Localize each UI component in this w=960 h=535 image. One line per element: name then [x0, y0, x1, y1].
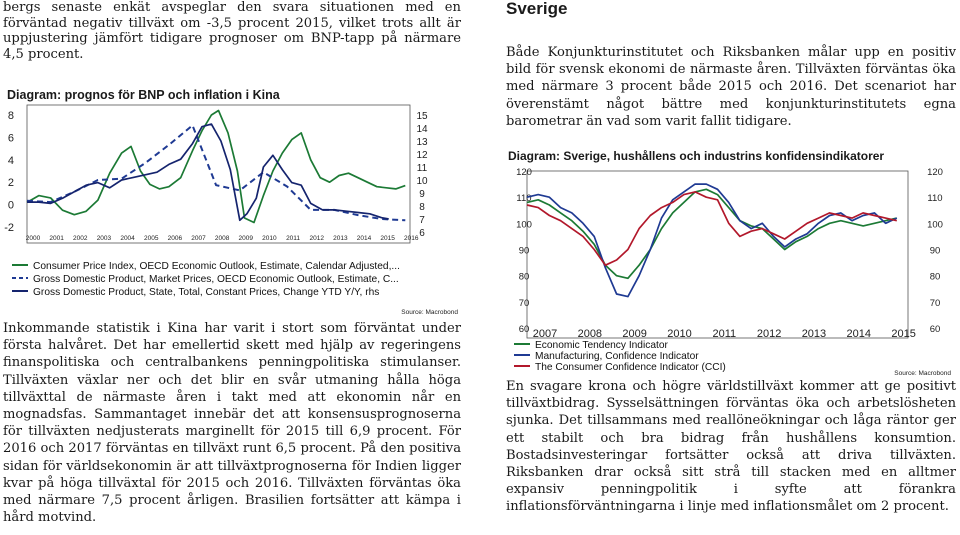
right-axis-tick-label: 11 [416, 163, 428, 174]
right-axis-tick-label: 15 [416, 111, 428, 122]
x-axis-tick-label: 2008 [214, 235, 230, 242]
x-axis-tick-label: 2010 [667, 328, 692, 340]
left-axis-tick-label: 4 [7, 154, 14, 167]
legend-label-3: Gross Domestic Product, State, Total, Constant Prices, Change YTD Y/Y, rhs [33, 287, 380, 298]
legend-label-1: Economic Tendency Indicator [535, 340, 668, 351]
left-axis-tick-label: 2 [7, 177, 14, 190]
china-diagram-title: Diagram: prognos för BNP och inflation i Kina [7, 88, 280, 102]
sverige-body-paragraph: En svagare krona och högre världstillväxt kommer att ge positivt tillväxtbidrag. Sysselsättningen förväntas öka och arbetslösheten sjunka. Det tillsammans med reallöneökningar och låga räntor ger ett stabilt och bra bidrag från hushållens konsumtion. Bostadsinvesteringar fortsätter också att driva tillväxten. Riksbanken drar också sitt strå till stacken med en alltmer expansiv penningpolitik i syfte att förankra inflationsförväntningarna i linje med inflationsmålet om 2 procent. [506, 379, 956, 515]
right-axis-tick-label: 90 [929, 245, 941, 257]
x-axis-tick-label: 2004 [120, 235, 135, 242]
series-line-2 [527, 184, 897, 297]
series-line-3 [527, 192, 897, 265]
section-heading-sverige: Sverige [506, 0, 568, 18]
x-axis-tick-label: 2001 [49, 235, 64, 242]
left-axis-tick-label: 70 [518, 297, 530, 309]
left-axis-tick-label: 100 [516, 219, 532, 231]
left-axis-tick-label: 0 [7, 199, 14, 212]
right-axis-tick-label: 14 [416, 124, 428, 135]
x-axis-tick-label: 2009 [622, 328, 647, 340]
series-line-1 [527, 189, 897, 278]
x-axis-tick-label: 2014 [356, 235, 372, 242]
series-line-1 [27, 111, 405, 223]
sweden-diagram-title: Diagram: Sverige, hushållens och industrins konfidensindikatorer [508, 149, 885, 163]
x-axis-tick-label: 2006 [167, 235, 183, 242]
x-axis-tick-label: 2012 [309, 235, 324, 242]
x-axis-tick-label: 2003 [96, 235, 112, 242]
right-axis-tick-label: 12 [416, 150, 428, 161]
right-axis-tick-label: 120 [927, 167, 943, 178]
china-gdp-inflation-chart [0, 103, 465, 318]
right-axis-tick-label: 13 [416, 137, 428, 148]
x-axis-tick-label: 2002 [73, 235, 88, 242]
right-axis-tick-label: 10 [416, 176, 428, 187]
legend-label-1: Consumer Price Index, OECD Economic Outlook, Estimate, Calendar Adjusted,... [33, 261, 400, 272]
right-axis-tick-label: 70 [929, 297, 941, 309]
china-intro-paragraph: bergs senaste enkät avspeglar den svara situationen med en förväntad negativ tillväxt om -3,5 procent 2015, vilket trots allt är uppjustering jämfört tidigare prognoser om BNP-tapp på närmare 4,5 procent. [3, 0, 461, 62]
left-axis-tick-label: 120 [516, 167, 532, 178]
right-axis-tick-label: 100 [927, 219, 943, 231]
x-axis-tick-label: 2013 [333, 235, 348, 242]
series-line-3 [27, 124, 389, 220]
china-body-paragraph: Inkommande statistik i Kina har varit i stort som förväntat under första halvåret. Det har emellertid skett med hjälp av regeringens finanspolitiska och centralbankens penningpolitiska stimulanser. Tillväxten växlar ner och det blir en svår utmaning hålla höga tillväxttal de närmaste åren i takt med att ekonomin når en mognadsfas. Sammantaget innebär det att konsensusprognoserna för tillväxten nedjusterats marginellt för 2015 till 6,9 procent. För 2016 och 2017 förväntas en tillväxt runt 6,5 procent. På den positiva sidan för världsekonomin är att tillväxtprognoserna för Indien ligger kvar på höga tillväxtal för 2015 och 2016. Tillväxten förväntas öka med närmare 7,5 procent årligen. Brasilien fortsätter att kämpa i hård motvind. [3, 321, 461, 526]
legend-label-2: Manufacturing, Confidence Indicator [535, 351, 699, 362]
x-axis-tick-label: 2000 [25, 235, 41, 242]
legend-label-3: The Consumer Confidence Indicator (CCI) [535, 362, 726, 373]
x-axis-tick-label: 2007 [191, 235, 206, 242]
x-axis-tick-label: 2008 [577, 328, 603, 340]
x-axis-tick-label: 2014 [846, 328, 872, 340]
source-label: Source: Macrobond [894, 370, 951, 377]
x-axis-tick-label: 2011 [286, 235, 301, 242]
x-axis-tick-label: 2005 [143, 235, 159, 242]
plot-frame [27, 105, 410, 243]
left-axis-tick-label: 60 [518, 324, 530, 335]
left-axis-tick-label: -2 [4, 222, 14, 234]
right-axis-tick-label: 6 [419, 228, 425, 239]
left-axis-tick-label: 8 [7, 110, 14, 122]
left-axis-tick-label: 90 [518, 245, 530, 257]
x-axis-tick-label: 2010 [262, 235, 277, 242]
x-axis-tick-label: 2015 [891, 328, 916, 340]
right-column [503, 0, 960, 535]
right-axis-tick-label: 60 [929, 324, 941, 335]
x-axis-tick-label: 2016 [404, 235, 419, 242]
sverige-intro-paragraph: Både Konjunkturinstitutet och Riksbanken målar upp en positiv bild för svensk ekonomi de närmaste åren. Tillväxten förväntas öka med närmare 3 procent både 2015 och 2016. Det scenariot har överenstämt något bättre med konjunkturinstitutets egna barometrar än vad som varit fallit tidigare. [506, 45, 956, 129]
left-axis-tick-label: 6 [7, 132, 14, 145]
plot-frame [527, 171, 908, 338]
right-axis-tick-label: 9 [419, 189, 425, 200]
x-axis-tick-label: 2012 [756, 328, 782, 340]
x-axis-tick-label: 2011 [712, 328, 737, 340]
x-axis-tick-label: 2015 [380, 235, 395, 242]
legend-label-2: Gross Domestic Product, Market Prices, OECD Economic Outlook, Estimate, C... [33, 274, 399, 285]
x-axis-tick-label: 2009 [238, 235, 254, 242]
right-axis-tick-label: 80 [929, 271, 941, 283]
x-axis-tick-label: 2007 [532, 328, 558, 340]
left-axis-tick-label: 110 [516, 193, 532, 205]
source-label: Source: Macrobond [401, 309, 458, 316]
sweden-confidence-chart [503, 163, 960, 378]
right-axis-tick-label: 7 [419, 215, 425, 226]
right-axis-tick-label: 8 [419, 202, 425, 213]
left-axis-tick-label: 80 [518, 271, 530, 283]
right-axis-tick-label: 110 [927, 193, 943, 205]
left-column [0, 0, 465, 535]
x-axis-tick-label: 2013 [801, 328, 827, 340]
